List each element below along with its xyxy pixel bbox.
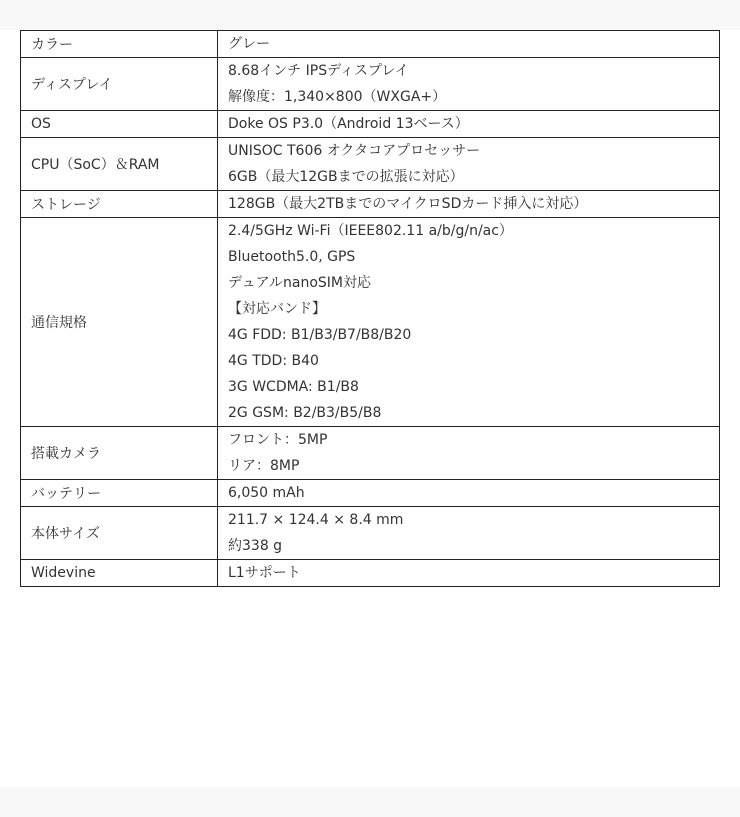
value-line: リア：8MP xyxy=(228,458,300,474)
table-row xyxy=(21,58,720,111)
value-line: 3G WCDMA: B1/B8 xyxy=(228,379,359,395)
row-label: ディスプレイ xyxy=(21,58,218,111)
spec-table xyxy=(20,30,720,587)
row-value xyxy=(218,111,720,138)
value-line: 【対応バンド】 xyxy=(228,301,326,317)
row-value xyxy=(218,427,720,480)
table-row xyxy=(21,31,720,58)
value-line: 211.7 × 124.4 × 8.4 mm xyxy=(228,512,404,528)
value-line: デュアルnanoSIM対応 xyxy=(228,275,372,291)
table-row xyxy=(21,138,720,191)
value-line: 6,050 mAh xyxy=(228,485,305,501)
value-line: Doke OS P3.0（Android 13ベース） xyxy=(228,116,469,132)
row-label: カラー xyxy=(21,31,218,58)
value-line: UNISOC T606 オクタコアプロセッサー xyxy=(228,143,481,159)
value-line: Bluetooth5.0, GPS xyxy=(228,249,356,265)
row-label: バッテリー xyxy=(21,480,218,507)
value-line: 2G GSM: B2/B3/B5/B8 xyxy=(228,405,382,421)
row-label: 通信規格 xyxy=(21,218,218,427)
page-content xyxy=(0,30,740,787)
row-label: 本体サイズ xyxy=(21,507,218,560)
table-row xyxy=(21,111,720,138)
table-row xyxy=(21,218,720,427)
row-value xyxy=(218,138,720,191)
value-line: 8.68インチ IPSディスプレイ xyxy=(228,63,409,79)
row-label: Widevine xyxy=(21,560,218,587)
value-line: フロント：5MP xyxy=(228,432,328,448)
row-value xyxy=(218,58,720,111)
row-value xyxy=(218,218,720,427)
value-line: 解像度：1,340×800（WXGA+） xyxy=(228,89,447,105)
value-line: 4G TDD: B40 xyxy=(228,353,319,369)
value-line: グレー xyxy=(228,36,270,52)
row-value xyxy=(218,560,720,587)
table-row xyxy=(21,191,720,218)
value-line: 約338 g xyxy=(228,538,283,554)
row-label: ストレージ xyxy=(21,191,218,218)
row-value xyxy=(218,480,720,507)
row-label: OS xyxy=(21,111,218,138)
row-value xyxy=(218,507,720,560)
row-value xyxy=(218,31,720,58)
table-row xyxy=(21,560,720,587)
row-label: 搭載カメラ xyxy=(21,427,218,480)
table-row xyxy=(21,507,720,560)
value-line: 6GB（最大12GBまでの拡張に対応） xyxy=(228,169,464,185)
row-value xyxy=(218,191,720,218)
value-line: L1サポート xyxy=(228,565,301,581)
table-row xyxy=(21,427,720,480)
row-label: CPU（SoC）＆RAM xyxy=(21,138,218,191)
value-line: 128GB（最大2TBまでのマイクロSDカード挿入に対応） xyxy=(228,196,588,212)
value-line: 2.4/5GHz Wi-Fi（IEEE802.11 a/b/g/n/ac） xyxy=(228,223,513,239)
table-row xyxy=(21,480,720,507)
value-line: 4G FDD: B1/B3/B7/B8/B20 xyxy=(228,327,412,343)
